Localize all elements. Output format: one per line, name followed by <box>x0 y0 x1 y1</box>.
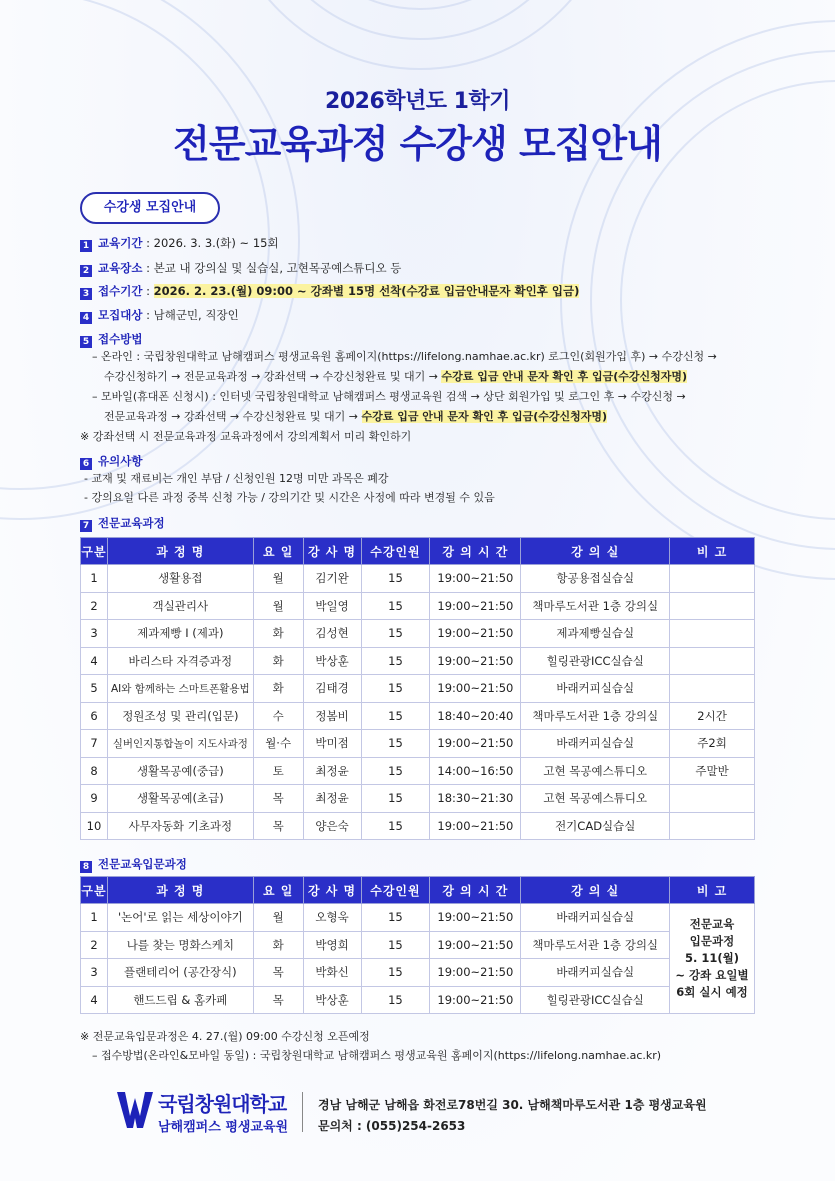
table-cell: 15 <box>361 785 430 813</box>
table-cell: 15 <box>361 647 430 675</box>
table-cell: 바리스타 자격증과정 <box>107 647 253 675</box>
table-cell: 15 <box>361 620 430 648</box>
table-cell: 6 <box>81 702 108 730</box>
table-cell: 14:00~16:50 <box>430 757 521 785</box>
section-label: 전문교육과정 <box>98 516 165 530</box>
table-cell <box>670 592 755 620</box>
table-cell: 15 <box>361 959 430 987</box>
table-cell: 18:30~21:30 <box>430 785 521 813</box>
method-text: 전문교육과정 → 강좌선택 → 수강신청완료 및 대기 → <box>104 410 362 423</box>
table-cell: 김성현 <box>303 620 361 648</box>
info-value: : 본교 내 강의실 및 실습실, 고현목공예스튜디오 등 <box>142 261 402 275</box>
col-header: 과 정 명 <box>107 877 253 904</box>
table-cell: 주2회 <box>670 730 755 758</box>
table-cell: 19:00~21:50 <box>430 986 521 1014</box>
table-cell: 19:00~21:50 <box>430 730 521 758</box>
table-cell: 바래커피실습실 <box>521 730 670 758</box>
col-header: 강 의 실 <box>521 877 670 904</box>
table-cell: 5 <box>81 675 108 703</box>
highlight-text: 수강료 입금 안내 문자 확인 후 입금(수강신청자명) <box>361 410 608 423</box>
table-cell: 15 <box>361 675 430 703</box>
table-cell: 제과제빵실습실 <box>521 620 670 648</box>
info-period <box>80 234 279 252</box>
info-target <box>80 306 239 324</box>
table-cell <box>670 647 755 675</box>
table-cell: 바래커피실습실 <box>521 959 670 987</box>
table-cell: 19:00~21:50 <box>430 592 521 620</box>
table-cell: 책마루도서관 1층 강의실 <box>521 702 670 730</box>
subtitle: 2026학년도 1학기 <box>325 89 510 114</box>
remark-line: 6회 실시 예정 <box>676 985 748 999</box>
table-cell: 2 <box>81 592 108 620</box>
col-header: 수강인원 <box>361 538 430 565</box>
table-cell: 박화신 <box>303 959 361 987</box>
table-cell: 바래커피실습실 <box>521 675 670 703</box>
contact: 문의처 : (055)254-2653 <box>318 1119 466 1133</box>
remark-line: 5. 11(월) <box>685 951 740 965</box>
table-cell: 고현 목공예스튜디오 <box>521 757 670 785</box>
table-row <box>81 785 755 813</box>
table-cell: 수 <box>253 702 303 730</box>
table-cell: 19:00~21:50 <box>430 931 521 959</box>
table-cell: AI와 함께하는 스마트폰활용법 <box>107 675 253 703</box>
col-header: 강 의 시 간 <box>430 877 521 904</box>
page-title: 전문교육과정 수강생 모집안내 <box>173 122 662 166</box>
table-cell: 19:00~21:50 <box>430 675 521 703</box>
table-row <box>81 565 755 593</box>
table-cell: 목 <box>253 785 303 813</box>
table-cell: 월 <box>253 565 303 593</box>
table-cell: 생활용접 <box>107 565 253 593</box>
table-cell: 목 <box>253 986 303 1014</box>
table-cell: 화 <box>253 931 303 959</box>
table-cell: 18:40~20:40 <box>430 702 521 730</box>
info-label: 접수방법 <box>98 332 143 346</box>
table-cell: 박상훈 <box>303 986 361 1014</box>
info-value: : <box>142 284 154 298</box>
table-cell: 화 <box>253 620 303 648</box>
col-header: 강 사 명 <box>303 538 361 565</box>
table-cell: 최정윤 <box>303 785 361 813</box>
table-cell: 박미점 <box>303 730 361 758</box>
col-header: 구분 <box>81 877 108 904</box>
table-cell: 15 <box>361 904 430 932</box>
logo-name: 국립창원대학교 <box>158 1092 287 1116</box>
table-cell: 생활목공예(초급) <box>107 785 253 813</box>
table-cell: 토 <box>253 757 303 785</box>
section-label: 전문교육입문과정 <box>98 857 187 871</box>
info-label: 모집대상 <box>98 308 143 322</box>
table-cell <box>670 675 755 703</box>
info-place <box>80 259 401 277</box>
table-cell: 10 <box>81 812 108 840</box>
table-header-row <box>81 538 755 565</box>
table-cell: 9 <box>81 785 108 813</box>
method-text: 수강신청하기 → 전문교육과정 → 강좌선택 → 수강신청완료 및 대기 → <box>104 370 442 383</box>
table-cell: 15 <box>361 592 430 620</box>
table-cell: 목 <box>253 812 303 840</box>
table-cell: 정원조성 및 관리(입문) <box>107 702 253 730</box>
number-badge: 3 <box>80 288 92 300</box>
table-row <box>81 730 755 758</box>
number-badge: 4 <box>80 312 92 324</box>
table-row <box>81 592 755 620</box>
table-cell: 화 <box>253 647 303 675</box>
table-cell: 양은숙 <box>303 812 361 840</box>
table-row <box>81 959 755 987</box>
table-cell: 사무자동화 기초과정 <box>107 812 253 840</box>
table-cell: 3 <box>81 620 108 648</box>
caution-item: - 강의요일 다른 과정 중복 신청 가능 / 강의기간 및 시간은 사정에 따라 변경될 수 있음 <box>84 491 495 504</box>
table-cell: 박상훈 <box>303 647 361 675</box>
table-cell: '논어'로 읽는 세상이야기 <box>107 904 253 932</box>
table-cell: 19:00~21:50 <box>430 620 521 648</box>
table-header-row <box>81 877 755 904</box>
table-cell: 19:00~21:50 <box>430 647 521 675</box>
table-cell: 정봄비 <box>303 702 361 730</box>
table-cell: 19:00~21:50 <box>430 812 521 840</box>
table-cell: 15 <box>361 812 430 840</box>
table-cell: 김태경 <box>303 675 361 703</box>
number-badge: 8 <box>80 861 92 873</box>
table-cell: 실버인지통합놀이 지도사과정 <box>107 730 253 758</box>
table-row <box>81 904 755 932</box>
cautions-heading <box>80 452 142 470</box>
caution-item: - 교재 및 재료비는 개인 부담 / 신청인원 12명 미만 과목은 폐강 <box>84 472 389 485</box>
table-cell: 월 <box>253 592 303 620</box>
table-cell: 책마루도서관 1층 강의실 <box>521 592 670 620</box>
table-cell: 전기CAD실습실 <box>521 812 670 840</box>
number-badge: 1 <box>80 240 92 252</box>
table-cell: 최정윤 <box>303 757 361 785</box>
col-header: 구분 <box>81 538 108 565</box>
table-row <box>81 986 755 1014</box>
table-cell: 2 <box>81 931 108 959</box>
number-badge: 6 <box>80 458 92 470</box>
table-cell: 19:00~21:50 <box>430 959 521 987</box>
method-online-line1: – 온라인 : 국립창원대학교 남해캠퍼스 평생교육원 홈페이지(https://lifelong.namhae.ac.kr) 로그인(회원가입 후) → 수강신청 → <box>92 350 717 363</box>
table-cell: 19:00~21:50 <box>430 565 521 593</box>
col-header: 요 일 <box>253 877 303 904</box>
table-cell: 힐링관광ICC실습실 <box>521 986 670 1014</box>
col-header: 비 고 <box>670 538 755 565</box>
col-header: 과 정 명 <box>107 538 253 565</box>
table-cell: 월 <box>253 904 303 932</box>
intro-method: – 접수방법(온라인&모바일 동일) : 국립창원대학교 남해캠퍼스 평생교육원 홈페이지(https://lifelong.namhae.ac.kr) <box>92 1049 662 1062</box>
table-cell: 주말반 <box>670 757 755 785</box>
info-value: : 2026. 3. 3.(화) ~ 15회 <box>142 236 279 250</box>
table-cell: 1 <box>81 565 108 593</box>
info-value: : 남해군민, 직장인 <box>142 308 239 322</box>
info-label: 접수기간 <box>98 284 143 298</box>
table-cell: 제과제빵 I (제과) <box>107 620 253 648</box>
table-cell: 핸드드립 & 홈카페 <box>107 986 253 1014</box>
info-method <box>80 330 142 348</box>
section-label: 유의사항 <box>98 454 143 468</box>
table-cell: 객실관리사 <box>107 592 253 620</box>
table-cell: 3 <box>81 959 108 987</box>
col-header: 수강인원 <box>361 877 430 904</box>
table-row <box>81 675 755 703</box>
table-cell <box>670 812 755 840</box>
table-cell <box>670 565 755 593</box>
intro-heading <box>80 855 187 873</box>
col-header: 요 일 <box>253 538 303 565</box>
table-cell: 15 <box>361 565 430 593</box>
table-cell: 힐링관광ICC실습실 <box>521 647 670 675</box>
table-cell: 화 <box>253 675 303 703</box>
highlight-text: 2026. 2. 23.(월) 09:00 ~ 강좌별 15명 선착(수강료 입금안내문자 확인후 입금) <box>153 284 580 298</box>
table-cell: 생활목공예(중급) <box>107 757 253 785</box>
info-label: 교육기간 <box>98 236 143 250</box>
table-row <box>81 757 755 785</box>
highlight-text: 수강료 입금 안내 문자 확인 후 입금(수강신청자명) <box>441 370 688 383</box>
number-badge: 5 <box>80 336 92 348</box>
table-cell: 15 <box>361 757 430 785</box>
table-cell: 1 <box>81 904 108 932</box>
col-header: 강 의 시 간 <box>430 538 521 565</box>
table-cell: 책마루도서관 1층 강의실 <box>521 931 670 959</box>
divider <box>302 1092 303 1132</box>
logo-sub: 남해캠퍼스 평생교육원 <box>158 1120 289 1135</box>
table-cell: 오형욱 <box>303 904 361 932</box>
section-pill: 수강생 모집안내 <box>80 192 220 224</box>
table-row <box>81 702 755 730</box>
col-header: 강 의 실 <box>521 538 670 565</box>
method-mobile-line2 <box>104 408 607 426</box>
table-cell: 바래커피실습실 <box>521 904 670 932</box>
info-label: 교육장소 <box>98 261 143 275</box>
table-cell: 19:00~21:50 <box>430 904 521 932</box>
university-logo-icon <box>115 1088 155 1132</box>
col-header: 강 사 명 <box>303 877 361 904</box>
table-cell: 나를 찾는 명화스케치 <box>107 931 253 959</box>
table-cell: 15 <box>361 986 430 1014</box>
table-row <box>81 812 755 840</box>
table-cell: 항공용접실습실 <box>521 565 670 593</box>
intro-table <box>80 876 755 1014</box>
number-badge: 7 <box>80 520 92 532</box>
table-cell: 고현 목공예스튜디오 <box>521 785 670 813</box>
method-online-line2 <box>104 368 687 386</box>
table-cell: 2시간 <box>670 702 755 730</box>
info-application-period <box>80 282 579 300</box>
professional-heading <box>80 514 165 532</box>
table-cell: 15 <box>361 931 430 959</box>
address: 경남 남해군 남해읍 화전로78번길 30. 남해책마루도서관 1층 평생교육원 <box>318 1098 707 1112</box>
table-cell: 8 <box>81 757 108 785</box>
intro-note: ※ 전문교육입문과정은 4. 27.(월) 09:00 수강신청 오픈예정 <box>80 1030 370 1043</box>
table-cell: 김기완 <box>303 565 361 593</box>
table-cell <box>670 785 755 813</box>
professional-table <box>80 537 755 840</box>
remark-line: ~ 강좌 요일별 <box>675 968 749 982</box>
table-row <box>81 647 755 675</box>
table-cell <box>670 620 755 648</box>
table-cell: 4 <box>81 647 108 675</box>
remark-line: 입문과정 <box>689 934 735 948</box>
table-cell: 15 <box>361 730 430 758</box>
remark-line: 전문교육 <box>689 917 735 931</box>
table-row <box>81 931 755 959</box>
remark-cell <box>670 904 755 1014</box>
method-mobile-line1: – 모바일(휴대폰 신청시) : 인터넷 국립창원대학교 남해캠퍼스 평생교육원 검색 → 상단 회원가입 및 로그인 후 → 수강신청 → <box>92 390 686 403</box>
table-cell: 4 <box>81 986 108 1014</box>
table-row <box>81 620 755 648</box>
col-header: 비 고 <box>670 877 755 904</box>
method-note: ※ 강좌선택 시 전문교육과정 교육과정에서 강의계획서 미리 확인하기 <box>80 430 412 443</box>
table-cell: 박영희 <box>303 931 361 959</box>
table-cell: 15 <box>361 702 430 730</box>
number-badge: 2 <box>80 265 92 277</box>
table-cell: 목 <box>253 959 303 987</box>
table-cell: 박일영 <box>303 592 361 620</box>
table-cell: 월·수 <box>253 730 303 758</box>
table-cell: 플랜테리어 (공간장식) <box>107 959 253 987</box>
table-cell: 7 <box>81 730 108 758</box>
